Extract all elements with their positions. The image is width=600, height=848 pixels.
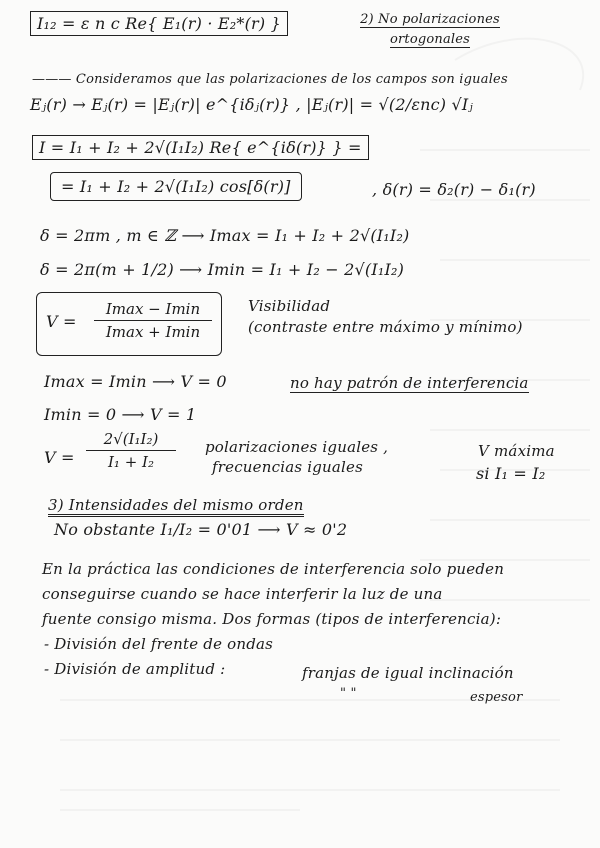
fraction-bar: [94, 320, 212, 321]
visibility-lhs: V =: [46, 312, 77, 331]
section-3-heading: [48, 496, 304, 514]
field-definition: Eⱼ(r) → Eⱼ(r) = |Eⱼ(r)| e^{iδⱼ(r)} , |Eⱼ(r)| = √(2/εnc) √Iⱼ: [30, 95, 473, 114]
header-formula: I₁₂ = ε n c Re{ E₁(r) · E₂*(r) }: [30, 11, 288, 36]
division-amplitude: - División de amplitud :: [44, 660, 226, 678]
v-maxima-condition: si I₁ = I₂: [476, 464, 546, 483]
case-1-equation: Imax = Imin ⟶ V = 0: [44, 372, 227, 391]
visibility-fraction: [94, 300, 212, 341]
practice-line-1: En la práctica las condiciones de interferencia solo pueden: [42, 560, 505, 578]
intensity-line-1: I = I₁ + I₂ + 2√(I₁I₂) Re{ e^{iδ(r)} } =: [32, 135, 369, 160]
section-2-text: 2) No polarizaciones ortogonales: [360, 12, 500, 47]
fringes-inclination: franjas de igual inclinación: [302, 664, 514, 682]
fraction-bar: [86, 450, 176, 451]
fringes-thickness: espesor: [470, 690, 523, 705]
case-2-equation: Imin = 0 ⟶ V = 1: [44, 405, 197, 424]
division-wavefront: - División del frente de ondas: [44, 635, 274, 653]
v-maxima: V máxima: [478, 442, 555, 460]
practice-line-3: fuente consigo misma. Dos formas (tipos de interferencia):: [42, 610, 502, 628]
max-condition: δ = 2πm , m ∈ ℤ ⟶ Imax = I₁ + I₂ + 2√(I₁I₂): [40, 226, 410, 245]
visibility-denominator: Imax + Imin: [105, 323, 201, 341]
case-1-text: [290, 374, 529, 392]
v2-numerator: 2√(I₁I₂): [103, 430, 159, 448]
case-1-text-span: no hay patrón de interferencia: [290, 374, 529, 392]
min-condition: δ = 2π(m + 1/2) ⟶ Imin = I₁ + I₂ − 2√(I₁I₂): [40, 260, 405, 279]
ditto-marks: " ": [340, 686, 357, 701]
section-2-heading: [340, 10, 520, 50]
practice-line-2: conseguirse cuando se hace interferir la luz de una: [42, 585, 443, 603]
consideramos-line: ——— Consideramos que las polarizaciones de los campos son iguales: [32, 72, 508, 87]
delta-definition: , δ(r) = δ₂(r) − δ₁(r): [372, 180, 536, 199]
section-3-text: 3) Intensidades del mismo orden: [48, 496, 304, 517]
polarizations-equal: polarizaciones iguales ,: [205, 438, 389, 456]
v2-lhs: V =: [44, 448, 75, 467]
intensity-line-2: = I₁ + I₂ + 2√(I₁I₂) cos[δ(r)]: [50, 172, 302, 201]
frequencies-equal: frecuencias iguales: [212, 458, 363, 476]
v2-fraction: [86, 430, 176, 471]
v2-denominator: I₁ + I₂: [108, 453, 154, 471]
visibility-numerator: Imax − Imin: [105, 300, 201, 318]
visibility-description: (contraste entre máximo y mínimo): [248, 318, 523, 336]
no-obstante-line: No obstante I₁/I₂ = 0'01 ⟶ V ≈ 0'2: [54, 520, 348, 539]
visibility-label: Visibilidad: [248, 297, 331, 315]
